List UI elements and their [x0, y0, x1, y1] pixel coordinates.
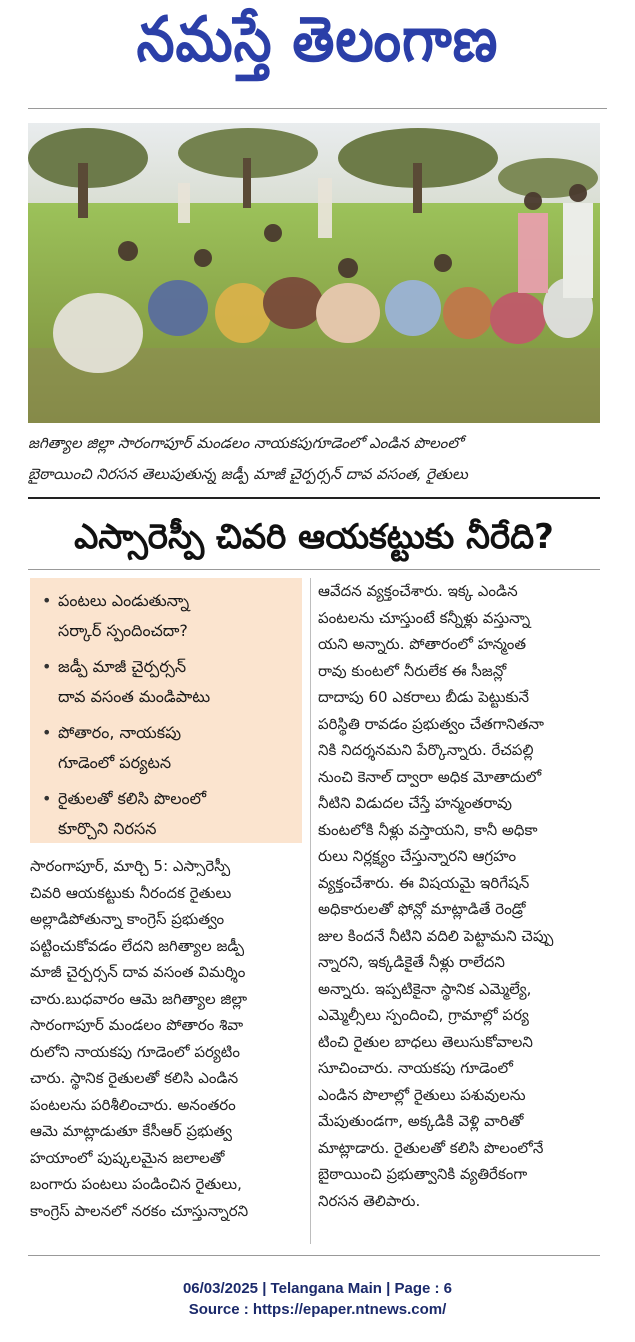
- article-line: రులు నిర్లక్ష్యం చేస్తున్నారని ఆగ్రహం: [318, 847, 517, 865]
- highlights-box: [30, 578, 302, 843]
- article-line: ఎమ్మెల్సీలు స్పందించి, గ్రామాల్లో పర్య: [318, 1006, 529, 1024]
- article-line: కుంటలోకి నీళ్లు వస్తాయని, కానీ అధికా: [318, 820, 538, 839]
- caption-line-2: బైఠాయించి నిరసన తెలుపుతున్న జడ్పీ మాజీ చైర్పర్సన్ దావ వసంత, రైతులు: [28, 465, 468, 483]
- caption-divider: [28, 497, 600, 499]
- article-line: పట్టించుకోవడం లేదని జగిత్యాల జడ్పీ: [30, 936, 245, 955]
- article-line: రావు కుంటలో నీరులేక ఈ సీజన్లో: [318, 661, 507, 680]
- article-line: దాదాపు 60 ఎకరాలు బీడు పెట్టుకునే: [318, 688, 530, 706]
- article-line: నికి నిదర్శనమని పేర్కొన్నారు. రేచపల్లి: [318, 741, 534, 759]
- masthead-title: నమస్తే తెలంగాణ: [136, 3, 499, 76]
- bullet-icon: •: [42, 657, 52, 676]
- highlight-line: కూర్చొని నిరసన: [58, 819, 157, 838]
- highlight-line: దావ వసంత మండిపాటు: [58, 687, 211, 706]
- article-line: అధికారులతో ఫోన్లో మాట్లాడితే రెండ్రో: [318, 900, 526, 918]
- article-line: సారంగాపూర్ మండలం పోతారం శివా: [30, 1016, 244, 1034]
- article-line: యని అన్నారు. పోతారంలో హన్మంత: [318, 635, 527, 653]
- article-line: పంటలను పరిశీలించారు. అనంతరం: [30, 1095, 236, 1114]
- article-line: అల్లాడిపోతున్నా కాంగ్రెస్ ప్రభుత్వం: [30, 910, 225, 928]
- article-line: చారు. స్థానిక రైతులతో కలిసి ఎండిన: [30, 1069, 239, 1087]
- article-line: మేపుతుండగా, అక్కడికి వెళ్లి వారితో: [318, 1112, 524, 1130]
- article-line: జుల కిందనే నీటిని వదిలి పెట్టామని చెప్పు: [318, 926, 554, 945]
- column-divider: [310, 578, 311, 1244]
- bullet-icon: •: [42, 789, 52, 808]
- article-line: బైఠాయించి ప్రభుత్వానికి వ్యతిరేకంగా: [318, 1165, 528, 1183]
- article-line: బంగారు పంటలు పండించిన రైతులు,: [30, 1175, 242, 1193]
- highlight-line: జడ్పీ మాజీ చైర్పర్సన్: [58, 657, 187, 676]
- article-line: చారు.బుధవారం ఆమె జగిత్యాల జిల్లా: [30, 989, 248, 1008]
- masthead-divider: [28, 108, 607, 109]
- highlight-line: గూడెంలో పర్యటన: [58, 753, 172, 772]
- article-line: చివరి ఆయకట్టుకు నీరందక రైతులు: [30, 883, 232, 902]
- article-line: మాజీ చైర్పర్సన్ దావ వసంత విమర్శిం: [30, 963, 246, 981]
- article-line: మాట్లాడారు. రైతులతో కలిసి పొలంలోనే: [318, 1138, 544, 1157]
- article-line: హయాంలో పుష్కలమైన జలాలతో: [30, 1148, 225, 1167]
- highlight-item: [42, 784, 294, 844]
- highlight-line: సర్కార్ స్పందించదా?: [58, 621, 188, 640]
- article-line: నుంచి కెనాల్ ద్వారా అధిక మోతాదులో: [318, 767, 542, 786]
- article-left-column: [30, 853, 304, 1224]
- article-right-column: [318, 578, 600, 1214]
- article-line: సారంగాపూర్, మార్చి 5: ఎస్సారెస్పీ: [30, 857, 231, 875]
- article-line: వ్యక్తంచేశారు. ఈ విషయమై ఇరిగేషన్: [318, 873, 530, 892]
- highlight-line: పంటలు ఎండుతున్నా: [58, 591, 190, 610]
- article-line: న్నారని, ఇక్కడికైతే నీళ్లు రాలేదని: [318, 953, 505, 971]
- article-line: ఆమె మాట్లాడుతూ కేసీఆర్ ప్రభుత్వ: [30, 1122, 233, 1140]
- article-line: సూచించారు. నాయకపు గూడెంలో: [318, 1059, 513, 1077]
- article-line: రులోని నాయకపు గూడెంలో పర్యటిం: [30, 1042, 240, 1061]
- footer-divider: [28, 1255, 600, 1256]
- headline-divider: [28, 569, 600, 570]
- photo-farmers-protest-icon: [28, 123, 600, 423]
- article-line: కాంగ్రెస్ పాలనలో నరకం చూస్తున్నారని: [30, 1201, 249, 1220]
- article-line: ఆవేదన వ్యక్తంచేశారు. ఇక్క ఎండిన: [318, 582, 518, 600]
- news-photo: [28, 123, 600, 423]
- article-line: ఎండిన పొలాల్లో రైతులు పశువులను: [318, 1085, 526, 1104]
- highlight-line: రైతులతో కలిసి పొలంలో: [58, 789, 207, 808]
- article-line: టించి రైతుల బాధలు తెలుసుకోవాలని: [318, 1032, 533, 1051]
- bullet-icon: •: [42, 591, 52, 610]
- article-line: పరిస్థితి రావడం ప్రభుత్వం చేతగానితనా: [318, 714, 544, 733]
- highlight-item: [42, 718, 294, 778]
- article-line: పంటలను చూస్తుంటే కన్నీళ్లు వస్తున్నా: [318, 608, 531, 627]
- article-line: నిరసన తెలిపారు.: [318, 1191, 421, 1210]
- masthead: [0, 0, 635, 95]
- highlight-item: [42, 652, 294, 712]
- highlight-item: [42, 586, 294, 646]
- bullet-icon: •: [42, 723, 52, 742]
- article-line: అన్నారు. ఇప్పటికైనా స్థానిక ఎమ్మెల్యే,: [318, 979, 532, 998]
- footer-date-page: 06/03/2025 | Telangana Main | Page : 6: [182, 1280, 453, 1297]
- article-headline: ఎస్సారెస్పీ చివరి ఆయకట్టుకు నీరేది?: [74, 517, 554, 557]
- footer-source: Source : https://epaper.ntnews.com/: [188, 1301, 447, 1318]
- highlight-line: పోతారం, నాయకపు: [58, 723, 182, 742]
- photo-caption: [28, 428, 600, 494]
- article-line: నీటిని విడుదల చేస్తే హన్మంతరావు: [318, 794, 512, 812]
- caption-line-1: జగిత్యాల జిల్లా సారంగాపూర్ మండలం నాయకపుగూడెంలో ఎండిన పొలంలో: [28, 434, 463, 452]
